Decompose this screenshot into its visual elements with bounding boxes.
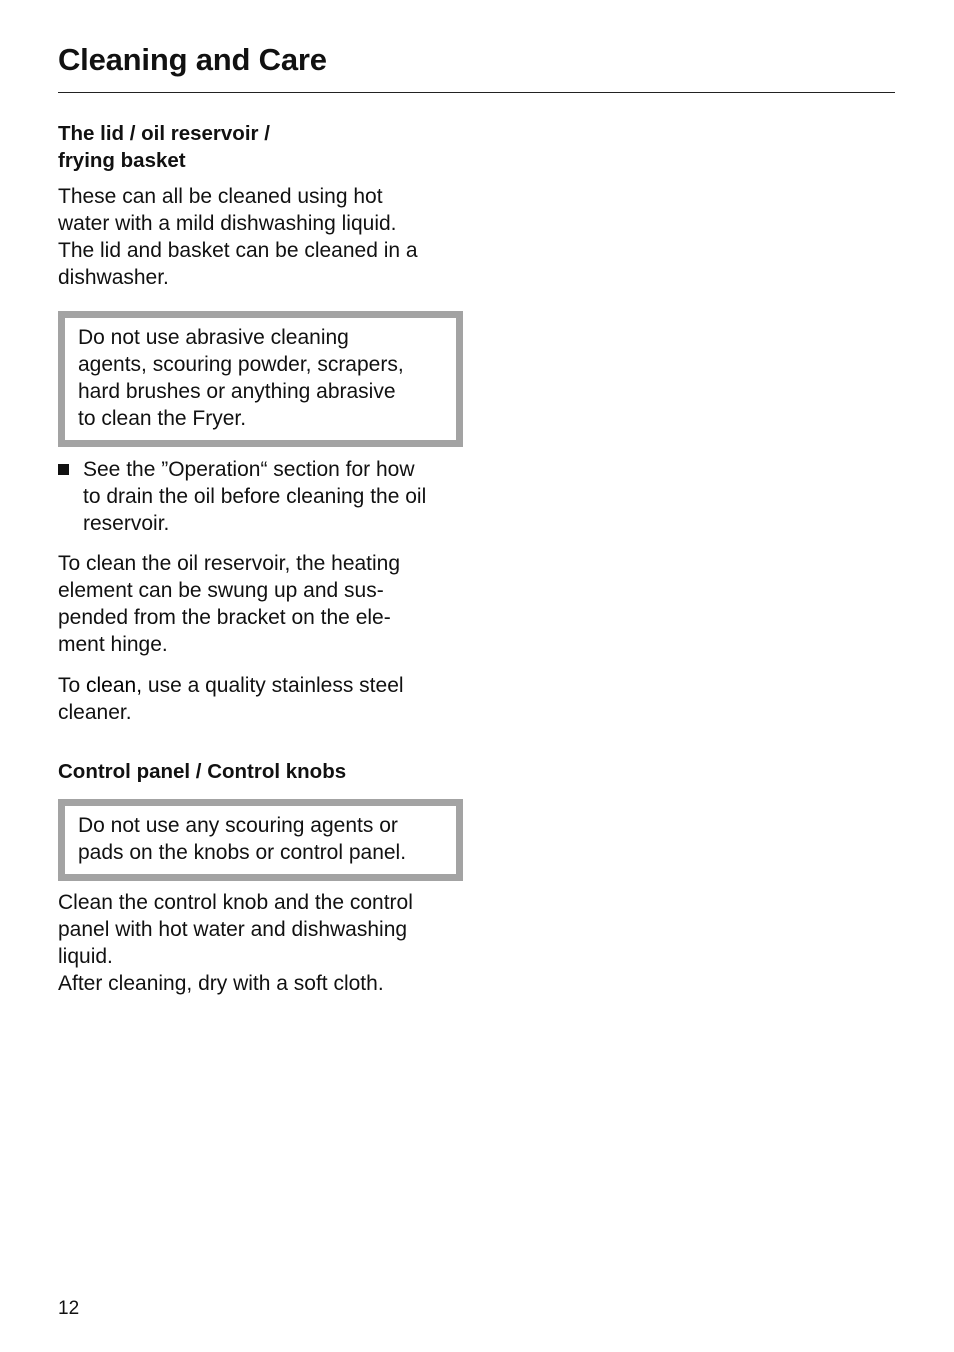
bullet-item-operation	[58, 456, 463, 537]
warning-box-abrasive: Do not use abrasive cleaning agents, scouring powder, scrapers, hard brushes or anything abrasive to clean the Fryer.	[58, 311, 463, 447]
para-heating-element: To clean the oil reservoir, the heating element can be swung up and sus- pended from the bracket on the ele- ment hinge.	[58, 552, 401, 656]
warning-box-scouring: Do not use any scouring agents or pads on the knobs or control panel.	[58, 799, 463, 881]
section-lid-body	[58, 550, 463, 726]
page-number: 12	[58, 1298, 80, 1319]
bullet-text: See the ”Operation“ section for how to drain the oil before cleaning the oil reservoir.	[83, 458, 427, 535]
section-lid	[58, 120, 463, 291]
para-clean-emphasis: clean,	[86, 674, 143, 697]
section-control-body	[58, 889, 463, 997]
page-title: Cleaning and Care	[58, 42, 327, 77]
section-control	[58, 758, 463, 785]
section-lid-intro: These can all be cleaned using hot water with a mild dishwashing liquid. The lid and basket can be cleaned in a dishwasher.	[58, 185, 418, 289]
para-clean-prefix: To	[58, 674, 87, 697]
section-control-heading: Control panel / Control knobs	[58, 760, 347, 783]
section-lid-heading: The lid / oil reservoir / frying basket	[58, 122, 270, 172]
para-clean-suffix: use a quality stainless steel cleaner.	[58, 674, 404, 724]
para-control-clean: Clean the control knob and the control panel with hot water and dishwashing liquid. After cleaning, dry with a soft cloth.	[58, 891, 413, 995]
para-stainless-cleaner	[58, 672, 463, 726]
title-divider	[58, 92, 895, 93]
bullet-square-icon	[58, 464, 69, 475]
